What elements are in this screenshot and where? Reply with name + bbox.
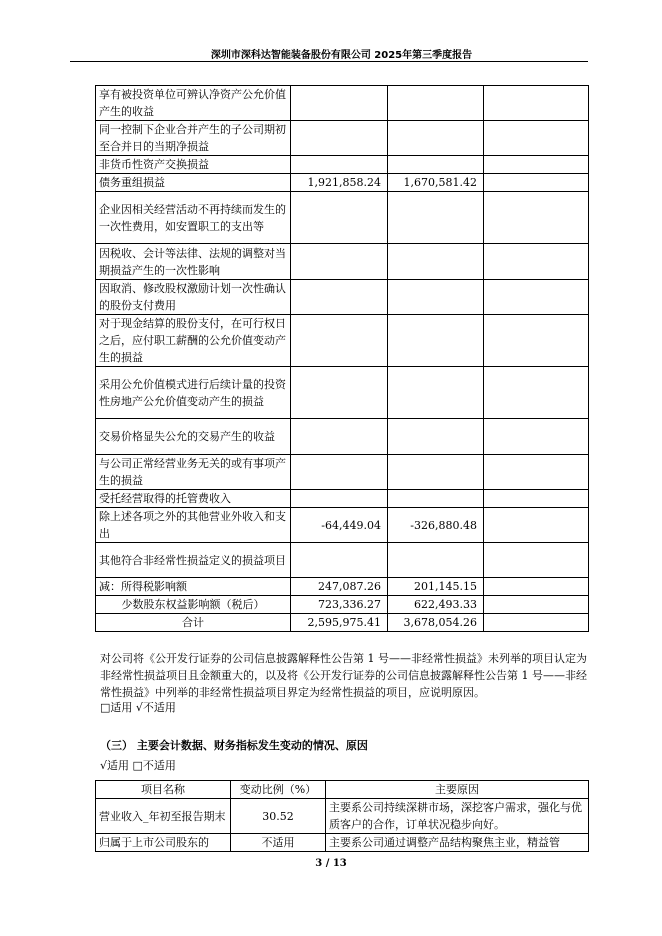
ytd-value: 622,493.33 (388, 596, 484, 614)
item-name: 营业收入_年初至报告期末 (96, 799, 231, 834)
applicability-check-1: □适用 √不适用 (100, 701, 176, 714)
row-label: 对于现金结算的股份支付，在可行权日之后，应付职工薪酬的公允价值变动产生的损益 (96, 315, 291, 367)
page-number: 3 / 13 (315, 858, 347, 869)
row-label: 合计 (96, 614, 291, 632)
ytd-value (388, 367, 484, 419)
ytd-value (388, 156, 484, 174)
remark (484, 596, 589, 614)
table-row (96, 490, 589, 508)
remark (484, 419, 589, 455)
table-row (96, 192, 589, 244)
remark (484, 543, 589, 578)
non-recurring-items-table (95, 85, 589, 632)
current-period-value (291, 121, 388, 156)
table-row (96, 419, 589, 455)
ytd-value: 201,145.15 (388, 578, 484, 596)
ytd-value (388, 315, 484, 367)
table-row (96, 614, 589, 632)
ytd-value: -326,880.48 (388, 508, 484, 543)
row-label: 享有被投资单位可辨认净资产公允价值产生的收益 (96, 86, 291, 121)
main-reason: 主要系公司持续深耕市场，深挖客户需求，强化与优质客户的合作，订单状况稳步向好。 (326, 799, 589, 834)
table-row (96, 596, 589, 614)
current-period-value: 1,921,858.24 (291, 174, 388, 192)
item-name: 归属于上市公司股东的 (96, 834, 231, 852)
ytd-value (388, 419, 484, 455)
current-period-value (291, 367, 388, 419)
current-period-value (291, 315, 388, 367)
remark (484, 192, 589, 244)
table-row (96, 156, 589, 174)
page-header: 深圳市深科达智能装备股份有限公司 2025年第三季度报告 (210, 50, 473, 61)
table-row (96, 578, 589, 596)
table-row (96, 280, 589, 315)
change-ratio: 30.52 (231, 799, 326, 834)
row-label: 采用公允价值模式进行后续计量的投资性房地产公允价值变动产生的损益 (96, 367, 291, 419)
current-period-value: 2,595,975.41 (291, 614, 388, 632)
table-row (96, 121, 589, 156)
remark (484, 315, 589, 367)
remark (484, 86, 589, 121)
remark (484, 156, 589, 174)
change-ratio: 不适用 (231, 834, 326, 852)
table-row (96, 367, 589, 419)
table-row (96, 455, 589, 490)
row-label: 债务重组损益 (96, 174, 291, 192)
remark (484, 244, 589, 280)
current-period-value (291, 244, 388, 280)
row-label: 减：所得税影响额 (96, 578, 291, 596)
current-period-value (291, 192, 388, 244)
change-reasons-table (95, 780, 589, 852)
current-period-value: -64,449.04 (291, 508, 388, 543)
ytd-value (388, 192, 484, 244)
row-label: 同一控制下企业合并产生的子公司期初至合并日的当期净损益 (96, 121, 291, 156)
applicability-check-2: √适用 □不适用 (100, 759, 176, 772)
current-period-value (291, 280, 388, 315)
row-label: 少数股东权益影响额（税后） (96, 596, 291, 614)
table-row (96, 834, 589, 852)
table-row (96, 508, 589, 543)
table-row (96, 543, 589, 578)
current-period-value (291, 156, 388, 174)
disclosure-note: 对公司将《公开发行证券的公司信息披露解释性公告第 1 号——非经常性损益》未列举的项目认定为非经常性损益项目且金额重大的，以及将《公开发行证券的公司信息披露解释性公告第 1 号——非经常性损益》中列举的非经常性损益项目界定为经常性损益的项目，应说明原因。 (100, 652, 587, 699)
ytd-value (388, 455, 484, 490)
header-divider (70, 61, 588, 62)
remark (484, 578, 589, 596)
row-label: 因取消、修改股权激励计划一次性确认的股份支付费用 (96, 280, 291, 315)
table-row (96, 244, 589, 280)
row-label: 交易价格显失公允的交易产生的收益 (96, 419, 291, 455)
current-period-value (291, 86, 388, 121)
row-label: 因税收、会计等法律、法规的调整对当期损益产生的一次性影响 (96, 244, 291, 280)
col-header-ratio: 变动比例（%） (231, 781, 326, 799)
row-label: 非货币性资产交换损益 (96, 156, 291, 174)
current-period-value (291, 543, 388, 578)
ytd-value (388, 490, 484, 508)
current-period-value (291, 419, 388, 455)
table-row (96, 315, 589, 367)
ytd-value (388, 543, 484, 578)
ytd-value: 3,678,054.26 (388, 614, 484, 632)
col-header-item: 项目名称 (96, 781, 231, 799)
remark (484, 455, 589, 490)
remark (484, 121, 589, 156)
remark (484, 508, 589, 543)
table-header-row (96, 781, 589, 799)
row-label: 其他符合非经常性损益定义的损益项目 (96, 543, 291, 578)
table-row (96, 799, 589, 834)
remark (484, 174, 589, 192)
row-label: 受托经营取得的托管费收入 (96, 490, 291, 508)
ytd-value (388, 280, 484, 315)
ytd-value (388, 244, 484, 280)
remark (484, 490, 589, 508)
col-header-reason: 主要原因 (326, 781, 589, 799)
ytd-value (388, 121, 484, 156)
main-reason: 主要系公司通过调整产品结构聚焦主业，精益管 (326, 834, 589, 852)
current-period-value: 723,336.27 (291, 596, 388, 614)
row-label: 除上述各项之外的其他营业外收入和支出 (96, 508, 291, 543)
ytd-value: 1,670,581.42 (388, 174, 484, 192)
current-period-value (291, 455, 388, 490)
row-label: 企业因相关经营活动不再持续而发生的一次性费用，如安置职工的支出等 (96, 192, 291, 244)
remark (484, 367, 589, 419)
current-period-value: 247,087.26 (291, 578, 388, 596)
table-row (96, 174, 589, 192)
current-period-value (291, 490, 388, 508)
ytd-value (388, 86, 484, 121)
table-row (96, 86, 589, 121)
remark (484, 280, 589, 315)
remark (484, 614, 589, 632)
row-label: 与公司正常经营业务无关的或有事项产生的损益 (96, 455, 291, 490)
section-title: （三） 主要会计数据、财务指标发生变动的情况、原因 (100, 739, 368, 752)
